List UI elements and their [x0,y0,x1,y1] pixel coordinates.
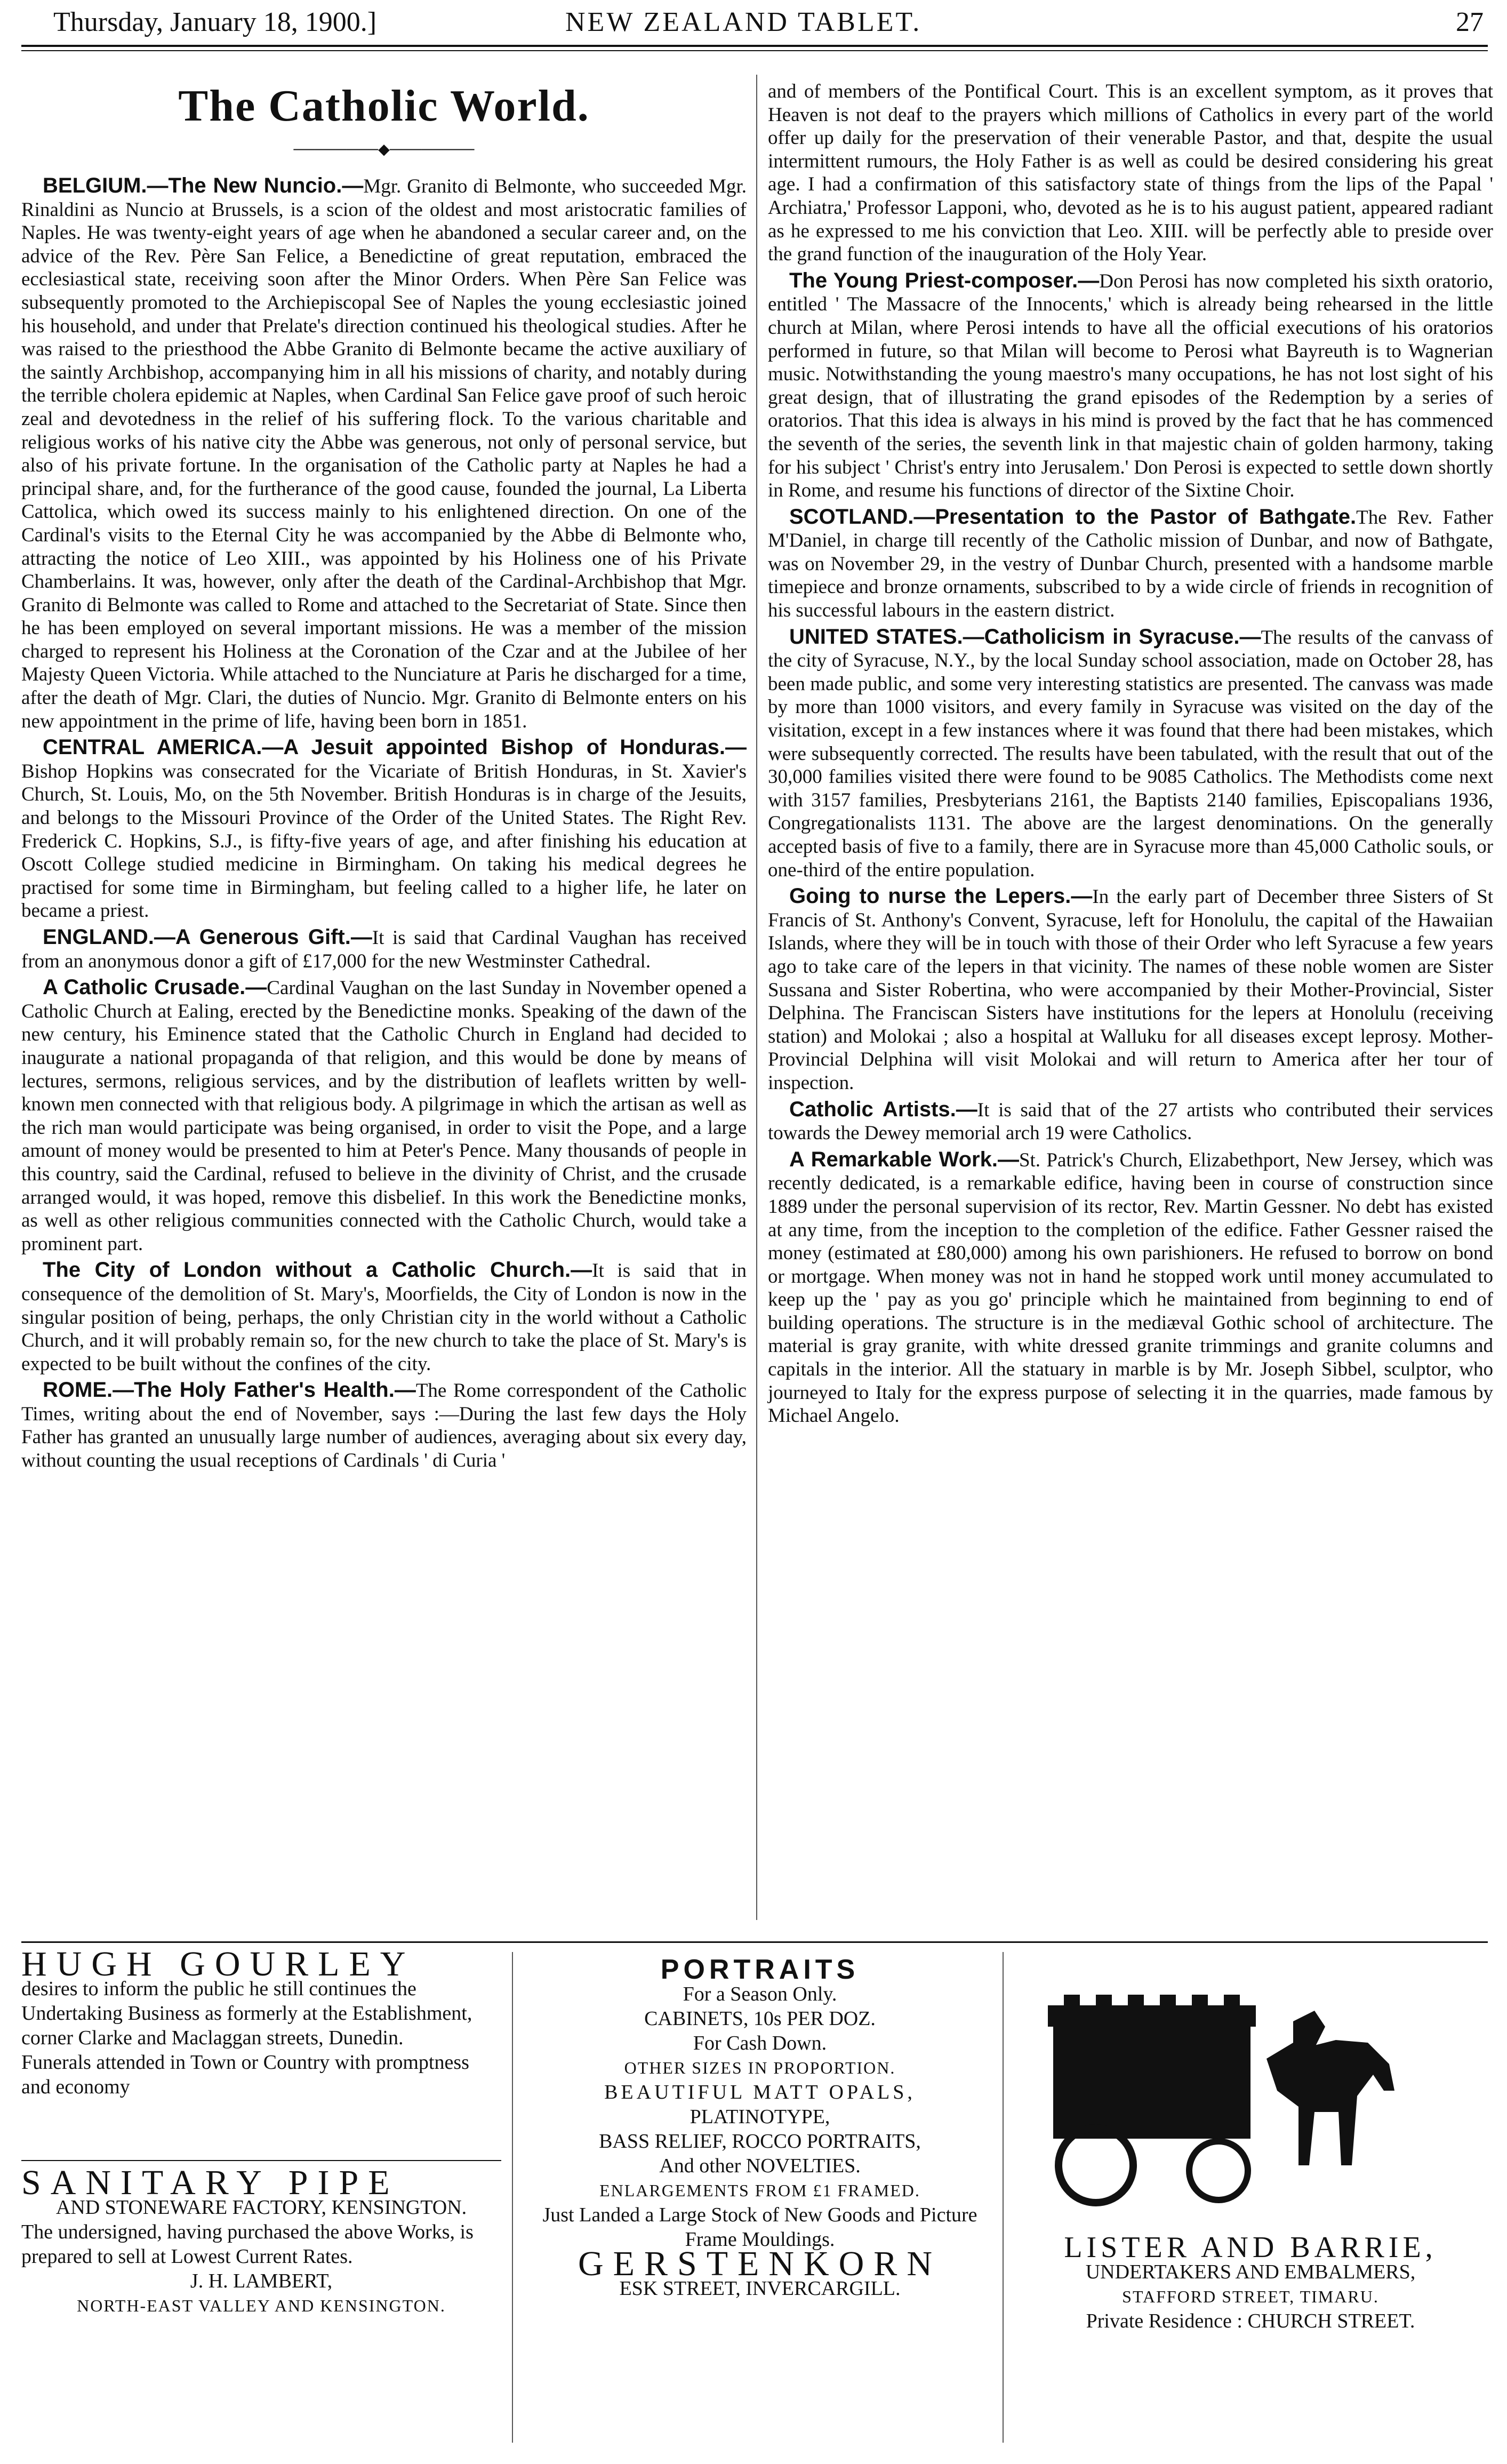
article-heading: Going to nurse the Lepers.— [789,884,1093,908]
header-rule-thin [21,50,1488,51]
sanitary-name: J. H. LAMBERT, [190,2270,333,2292]
right-column-article [768,506,1493,622]
article-text: The Rome correspondent of the Catholic Times, writing about the end of November, says :—During the last few days the Holy Father has granted an unusually large number of audiences, averaging about six every day, without counting the usual receptions of Cardinals ' di Curia ' [21,1380,747,1472]
ad-separator [21,2160,501,2161]
article-text: Mgr. Granito di Belmonte, who succeeded Mgr. Rinaldini as Nuncio at Brussels, is a scion of the oldest and most aristocratic families of Naples. He was twenty-eight years of age when he abandoned a secular career and, on the advice of the Rev. Père San Felice, a Benedictine of great reputation, embraced the ecclesiastical state, receiving soon after the Minor Orders. When Père San Felice was subsequently promoted to the Archiepiscopal See of Naples the young ecclesiastic joined his household, and under that Prelate's direction continued his theological studies. After he was raised to the priesthood the Abbe Granito di Belmonte became the active auxiliary of the saintly Archbishop, accompanying him in all his missions of charity, and notably during the terrible cholera epidemic at Naples, when Cardinal San Felice gave proof of such heroic zeal and devotedness in the relief of his suffering flock. To the various charitable and religious works of his native city the Abbe was generous, not only of personal service, but also of his private fortune. In the organisation of the Catholic party at Naples he had a principal share, and, for the furtherance of the good cause, founded the journal, La Liberta Cattolica, which owed its success mainly to his enlightened direction. On one of the Cardinal's visits to the Eternal City he was accompanied by the Abbe di Belmonte who, attracting the notice of Leo XIII., was appointed by his Holiness one of his Private Chamberlains. It was, however, only after the death of the Cardinal-Archbishop that Mgr. Granito di Belmonte was called to Rome and attached to the Secretariat of State. Since then he has been employed on several important missions. He was a member of the mission charged to represent his Holiness at the Coronation of the Czar and at the Jubilee of her Majesty Queen Victoria. While attached to the Nunciature at Paris he discharged for a time, after the death of Mgr. Clari, the duties of Nuncio. Mgr. Granito di Belmonte enters on his new appointment in the prime of life, having been born in 1851. [21,175,747,732]
right-column [768,80,1493,1431]
article-text: St. Patrick's Church, Elizabethport, New Jersey, which was recently dedicated, is a remarkable edifice, having been in course of construction since 1889 under the personal supervision of its rector, Rev. Martin Gessner. No debt has existed at any time, from the inception to the completion of the edifice. Father Gessner raised the money (estimated at £80,000) among his own parishioners. He refused to borrow on bond or mortgage. When money was not in hand he stopped work until money accumulated to keep up the ' pay as you go' principle which he maintained from beginning to end of building operations. The structure is in the mediæval Gothic school of architecture. The material is gray granite, with white dressed granite trimmings and granite columns and capitals in the interior. All the statuary in marble is by Mr. Joseph Sibbel, sculptor, who journeyed to Italy for the express purpose of selecting it in the quarries, made famous by Michael Angelo. [768,1149,1493,1427]
portraits-name: GERSTENKORN [578,2244,942,2283]
portraits-l8: And other NOVELTIES. [659,2155,861,2177]
article-heading: SCOTLAND.—Presentation to the Pastor of Bathgate. [789,505,1357,529]
ads-divider-2 [1003,1952,1004,2443]
right-column-article [768,1098,1493,1145]
hearse-illustration [1016,1952,1485,2229]
gourley-name: HUGH GOURLEY [21,1945,415,1983]
article-heading: BELGIUM.—The New Nuncio.— [43,174,364,197]
portraits-title: PORTRAITS [660,1954,860,1985]
article-heading: CENTRAL AMERICA.—A Jesuit appointed Bishop of Honduras.— [43,735,747,759]
right-column-article [768,626,1493,882]
article-heading: The City of London without a Catholic Church.— [43,1258,592,1282]
ad-lister [1013,1952,1488,2333]
portraits-l2: CABINETS, 10s PER DOZ. [644,2007,876,2030]
portraits-l9: ENLARGEMENTS FROM £1 FRAMED. [599,2181,920,2200]
article-heading: A Catholic Crusade.— [43,975,267,999]
portraits-l3: For Cash Down. [693,2032,827,2054]
portraits-l1: For a Season Only. [683,1983,837,2005]
left-column [21,75,747,1476]
portraits-l7: BASS RELIEF, ROCCO PORTRAITS, [599,2130,921,2153]
sanitary-title: SANITARY PIPE [21,2163,399,2202]
portraits-address: ESK STREET, INVERCARGILL. [619,2277,901,2300]
column-divider [756,75,757,1920]
article-heading: The Young Priest-composer.— [789,268,1100,292]
right-column-article [768,885,1493,1094]
ad-portraits [528,1954,992,2301]
article-heading: ENGLAND.—A Generous Gift.— [43,925,372,949]
header-rule [21,45,1488,47]
sanitary-text: The undersigned, having purchased the above Works, is prepared to sell at Lowest Current Rates. [21,2221,474,2268]
lister-sub: UNDERTAKERS AND EMBALMERS, [1085,2261,1416,2283]
ads-rule [21,1941,1488,1943]
ad-sanitary [21,2163,501,2318]
article-text: In the early part of December three Sisters of St Francis of St. Anthony's Convent, Syracuse, left for Honolulu, the capital of the Hawaiian Islands, where they will be in touch with those of their Order who left Syracuse a few years ago to take care of the lepers in that vicinity. The names of these noble women are Sister Sussana and Sister Robertina, who were accompanied by their Mother-Provincial, Sister Delphina. The Franciscan Sisters have institutions for the lepers at Honolulu (receiving station) and Molokai ; also a hospital at Walluku for all diseases except leprosy. Mother-Provincial Delphina will visit Molokai and will return to America after her tour of inspection. [768,886,1493,1094]
title-ornament: ────────◆──────── [293,141,475,158]
left-column-article [21,1259,747,1375]
sanitary-sub: AND STONEWARE FACTORY, KENSINGTON. [55,2196,467,2219]
right-column-article [768,269,1493,502]
page-header [0,0,1507,43]
article-heading: Catholic Artists.— [789,1097,977,1121]
article-text: It is said that in consequence of the demolition of St. Mary's, Moorfields, the City of London is now in the singular position of being, perhaps, the only Christian city in the world without a Catholic Church, and it will probably remain so, for the new church to take the place of St. Mary's is expected to be built without the confines of the city. [21,1260,747,1375]
header-masthead: NEW ZEALAND TABLET. [565,7,922,37]
right-column-article [768,80,1493,266]
article-heading: A Remarkable Work.— [789,1147,1019,1171]
left-column-article [21,174,747,733]
left-column-article [21,1379,747,1472]
article-text: It is said that Cardinal Vaughan has received from an anonymous donor a gift of £17,000 for the new Westminster Cathedral. [21,927,747,972]
portraits-l10: Just Landed a Large Stock of New Goods and Picture Frame Mouldings. [542,2204,977,2251]
ads-divider-1 [512,1952,513,2443]
portraits-l5: BEAUTIFUL MATT OPALS, [604,2081,916,2103]
article-text: Cardinal Vaughan on the last Sunday in November opened a Catholic Church at Ealing, erected by the Benedictine monks. Speaking of the dawn of the new century, his Eminence stated that the Catholic Church in England had decided to inaugurate a national propaganda of that religion, and this would be done by means of lectures, sermons, religious services, and by the distribution of leaflets written by well-known men connected with that religious body. A pilgrimage in which the artisan as well as the rich man would participate was being organised, in order to visit the Pope, and a large amount of money would be presented to him at Peter's Pence. Many thousands of people in this country, said the Cardinal, refused to believe in the divinity of Christ, and the crusade arranged would, it was hoped, remove this disbelief. In this work the Benedictine monks, as well as other religious communities connected with the Catholic Church, would take a prominent part. [21,977,747,1255]
article-heading: UNITED STATES.—Catholicism in Syracuse.— [789,625,1261,649]
lister-title: LISTER AND BARRIE, [1064,2231,1437,2264]
sanitary-address: NORTH-EAST VALLEY AND KENSINGTON. [77,2296,446,2315]
article-text: The Rev. Father M'Daniel, in charge till recently of the Catholic mission of Dunbar, and now of Bathgate, was on November 29, in the vestry of Dunbar Church, presented with a handsome marble timepiece and bronze ornaments, subscribed to by a wide circle of friends in recognition of his successful labours in the eastern district. [768,506,1493,622]
gourley-text: desires to inform the public he still continues the Undertaking Business as formerly at the Establishment, corner Clarke and Maclaggan streets, Dunedin. [21,1978,472,2049]
article-text: and of members of the Pontifical Court. This is an excellent symptom, as it proves that Heaven is not deaf to the prayers which millions of Catholics in every part of the world offer up daily for the preservation of their venerable Pastor, and that, despite the usual intermittent rumours, the Holy Father is as well as could be desired considering his great age. I had a confirmation of this satisfactory state of things from the lips of the Papal ' Archiatra,' Professor Lapponi, who, devoted as he is to his august patient, appeared radiant as he expressed to me his conviction that Leo. XIII. will be perfectly able to preside over the grand function of the inauguration of the Holy Year. [768,81,1493,266]
ad-gourley [21,1945,501,2099]
section-title: The Catholic World. [178,81,590,131]
left-column-article [21,926,747,973]
article-text: The results of the canvass of the city of Syracuse, N.Y., by the local Sunday school association, made on October 28, has been made public, and some very interesting statistics are presented. The canvass was made by more than 1000 visitors, and every family in Syracuse was visited on the day of the visitation, except in a few instances where it was found that there had been mistakes, which were subsequently corrected. The results have been tabulated, with the result that out of the 30,000 families visited there were found to be 9085 Catholics. The Methodists come next with 3157 families, Presbyterians 2161, the Baptists 2140 families, Episcopalians 1936, Congregationalists 1131. The above are the largest denominations. On the generally accepted basis of five to a family, there are in Syracuse more than 45,000 Catholic souls, or one-third of the entire population. [768,626,1493,881]
left-column-article [21,736,747,923]
article-text: It is said that of the 27 artists who contributed their services towards the Dewey memorial arch 19 were Catholics. [768,1099,1494,1145]
header-date: Thursday, January 18, 1900.] [53,7,377,37]
article-text: Bishop Hopkins was consecrated for the Vicariate of British Honduras, in St. Xavier's Church, St. Louis, Mo, on the 5th November. British Honduras is in charge of the Jesuits, and belongs to the Missouri Province of the Order of the United States. The Right Rev. Frederick C. Hopkins, S.J., is fifty-five years of age, and after finishing his education at Oscott College studied medicine in Birmingham. On taking his medical degrees he practised for some time in Birmingham, but feeling called to a higher life, he later on became a priest. [21,760,747,922]
portraits-l6: PLATINOTYPE, [690,2106,830,2128]
article-heading: ROME.—The Holy Father's Health.— [43,1378,416,1402]
left-column-article [21,976,747,1255]
article-text: Don Perosi has now completed his sixth oratorio, entitled ' The Massacre of the Innocents,' which is already being rehearsed in the little church at Milan, where Perosi intends to have all the official executions of his oratorios performed in future, so that Milan will become to Perosi what Bayreuth is to Wagnerian music. Notwithstanding the young maestro's many occupations, he has not lost sight of his great design, that of illustrating the grand episodes of the Redemption by a series of oratorios. That this idea is always in his mind is proved by the fact that he has commenced the seventh of the series, the seventh link in that majestic chain of golden harmony, taking for his subject ' Christ's entry into Jerusalem.' Don Perosi is expected to settle down shortly in Rome, and resume his functions of director of the Sixtine Choir. [768,270,1493,502]
header-page-number: 27 [1456,7,1484,37]
right-column-article [768,1148,1493,1428]
gourley-footer: Funerals attended in Town or Country with promptness and economy [21,2051,469,2098]
lister-street: STAFFORD STREET, TIMARU. [1122,2287,1379,2306]
lister-residence: Private Residence : CHURCH STREET. [1086,2310,1415,2332]
portraits-l4: OTHER SIZES IN PROPORTION. [624,2058,896,2077]
hearse-body [1053,2027,1251,2139]
